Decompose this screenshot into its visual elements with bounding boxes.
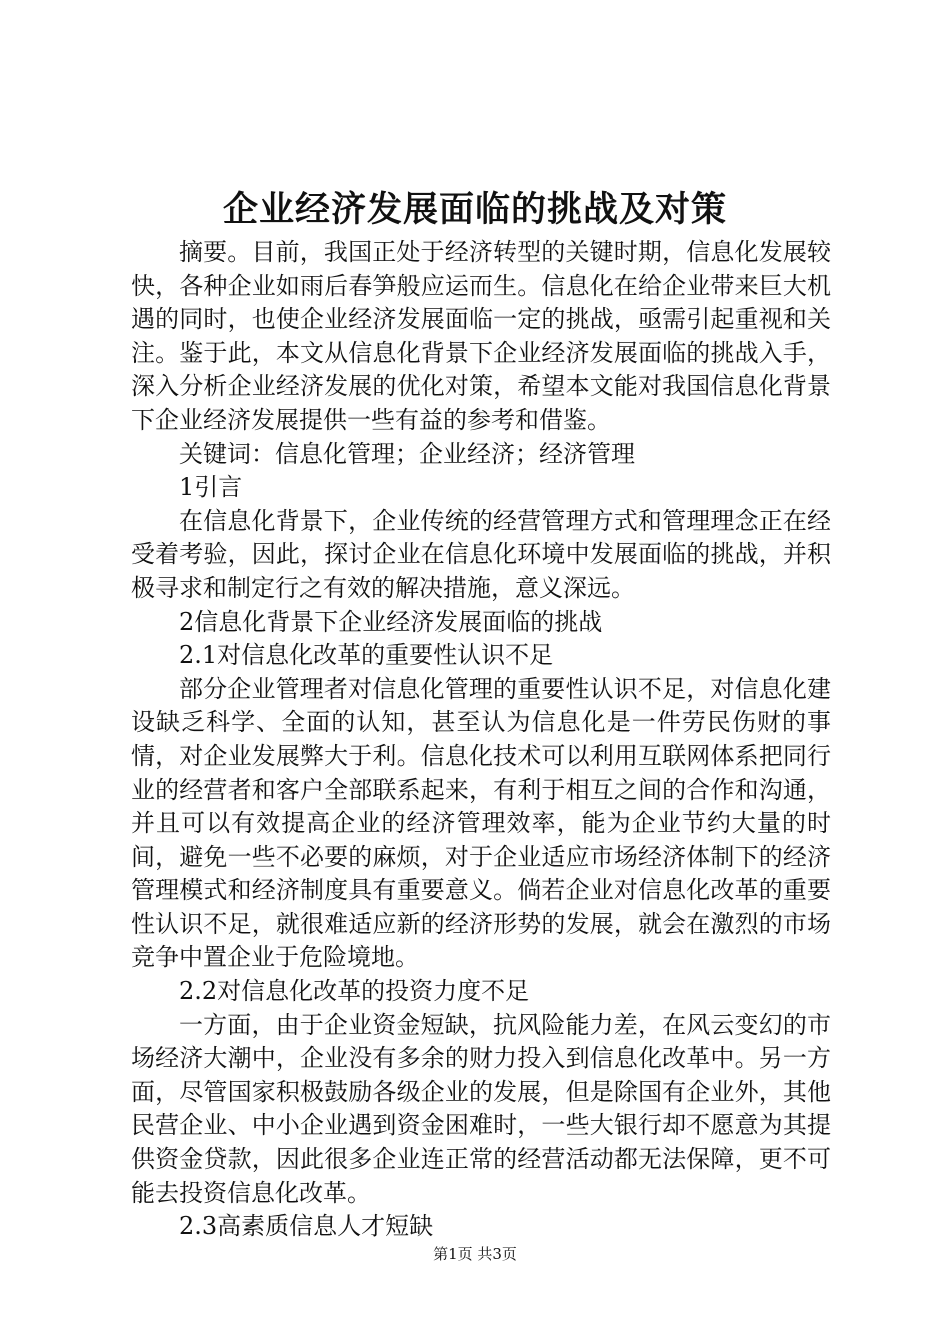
body-paragraph: 在信息化背景下，企业传统的经营管理方式和管理理念正在经受着考验，因此，探讨企业在信息化环境中发展面临的挑战，并积极寻求和制定行之有效的解决措施，意义深远。	[131, 506, 831, 602]
document-body	[131, 236, 831, 1244]
subsection-heading-2-2: 2.2对信息化改革的投资力度不足	[179, 977, 530, 1006]
subsection-heading-2-3: 2.3高素质信息人才短缺	[179, 1212, 434, 1241]
body-paragraph: 一方面，由于企业资金短缺，抗风险能力差，在风云变幻的市场经济大潮中，企业没有多余的财力投入到信息化改革中。另一方面，尽管国家积极鼓励各级企业的发展，但是除国有企业外，其他民营企业、中小企业遇到资金困难时，一些大银行却不愿意为其提供资金贷款，因此很多企业连正常的经营活动都无法保障，更不可能去投资信息化改革。	[131, 1010, 831, 1207]
page-footer: 第1页 共3页	[433, 1245, 517, 1263]
body-paragraph: 部分企业管理者对信息化管理的重要性认识不足，对信息化建设缺乏科学、全面的认知，甚至认为信息化是一件劳民伤财的事情，对企业发展弊大于利。信息化技术可以利用互联网体系把同行业的经营者和客户全部联系起来，有利于相互之间的合作和沟通，并且可以有效提高企业的经济管理效率，能为企业节约大量的时间，避免一些不必要的麻烦，对于企业适应市场经济体制下的经济管理模式和经济制度具有重要意义。倘若企业对信息化改革的重要性认识不足，就很难适应新的经济形势的发展，就会在激烈的市场竞争中置企业于危险境地。	[131, 674, 831, 972]
subsection-heading-2-1: 2.1对信息化改革的重要性认识不足	[179, 641, 554, 670]
document-title: 企业经济发展面临的挑战及对策	[222, 189, 727, 230]
section-heading-intro: 1引言	[179, 473, 243, 502]
section-heading-challenges: 2信息化背景下企业经济发展面临的挑战	[179, 607, 603, 636]
keywords-line: 关键词：信息化管理；企业经济；经济管理	[179, 439, 635, 468]
abstract-paragraph: 摘要。目前，我国正处于经济转型的关键时期，信息化发展较快，各种企业如雨后春笋般应运而生。信息化在给企业带来巨大机遇的同时，也使企业经济发展面临一定的挑战，亟需引起重视和关注。鉴于此，本文从信息化背景下企业经济发展面临的挑战入手，深入分析企业经济发展的优化对策，希望本文能对我国信息化背景下企业经济发展提供一些有益的参考和借鉴。	[131, 238, 831, 434]
